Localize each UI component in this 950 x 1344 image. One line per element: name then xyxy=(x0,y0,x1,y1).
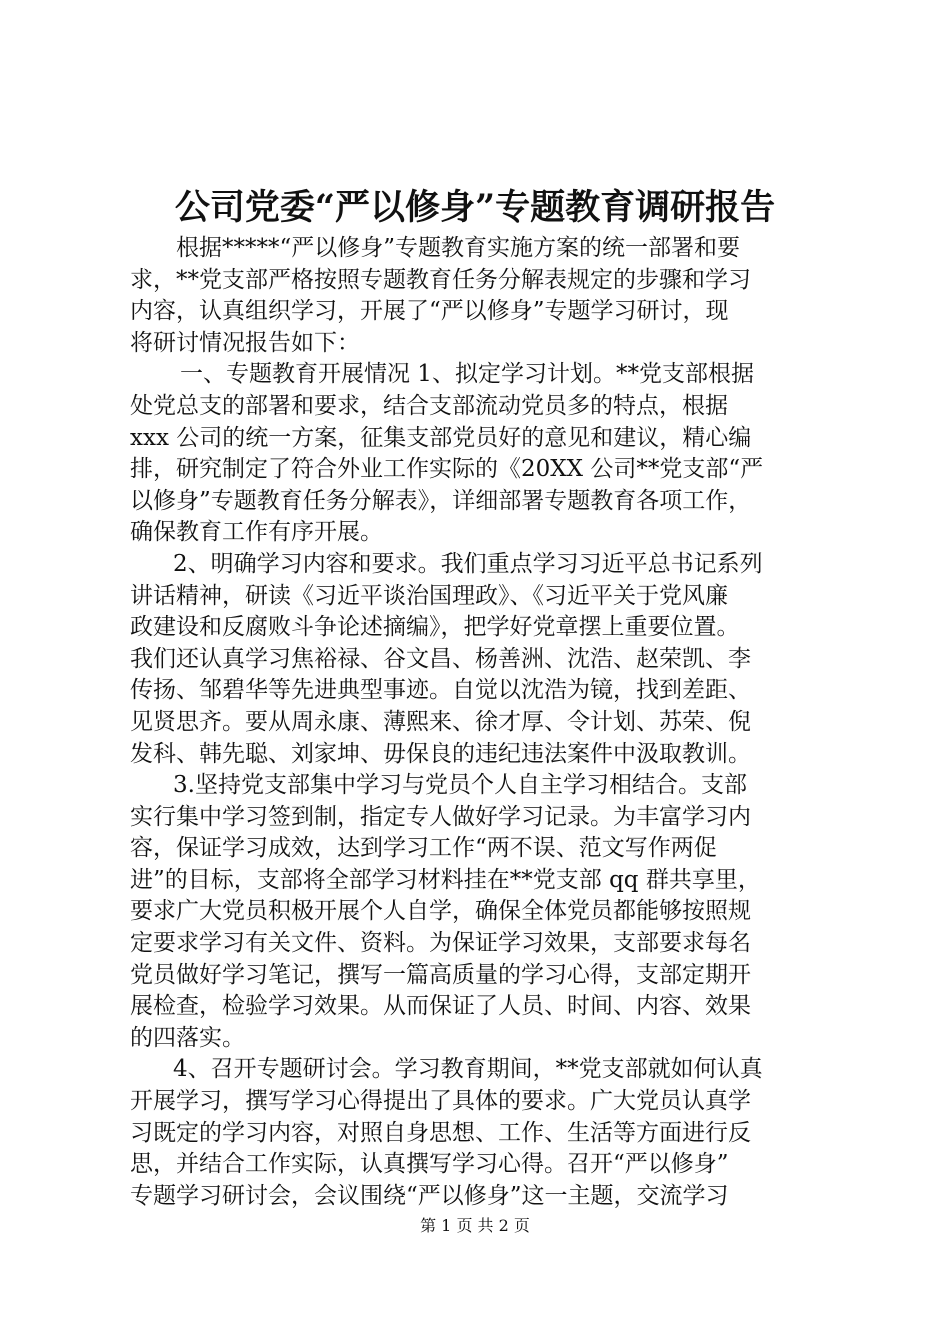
body-line: 党员做好学习笔记，撰写一篇高质量的学习心得，支部定期开 xyxy=(130,961,751,988)
body-line: 3.坚持党支部集中学习与党员个人自主学习相结合。支部 xyxy=(173,772,747,799)
body-line: 进”的目标，支部将全部学习材料挂在**党支部 qq 群共享里， xyxy=(130,866,761,893)
body-line: 2、明确学习内容和要求。我们重点学习习近平总书记系列 xyxy=(173,550,763,577)
body-line: 容，保证学习成效，达到学习工作“两不误、范文写作两促 xyxy=(130,835,717,862)
body-line: 要求广大党员积极开展个人自学，确保全体党员都能够按照规 xyxy=(130,898,751,925)
body-line: 排，研究制定了符合外业工作实际的《20XX 公司**党支部“严 xyxy=(130,456,764,483)
body-line: 见贤思齐。要从周永康、薄熙来、徐才厚、令计划、苏荣、倪 xyxy=(130,708,751,735)
body-line: 一、专题教育开展情况 1、拟定学习计划。**党支部根据 xyxy=(180,361,754,388)
body-line: 的四落实。 xyxy=(130,1024,245,1051)
document-title: 公司党委“严以修身”专题教育调研报告 xyxy=(174,187,776,228)
body-line: 我们还认真学习焦裕禄、谷文昌、杨善洲、沈浩、赵荣凯、李 xyxy=(130,645,751,672)
document-body xyxy=(130,233,838,1212)
page-number-footer: 第 1 页 共 2 页 xyxy=(420,1216,530,1235)
body-line: xxx 公司的统一方案，征集支部党员好的意见和建议，精心编 xyxy=(130,424,752,451)
body-line: 确保教育工作有序开展。 xyxy=(130,519,383,546)
body-line: 讲话精神，研读《习近平谈治国理政》、《习近平关于党风廉 xyxy=(130,582,728,609)
body-line: 开展学习，撰写学习心得提出了具体的要求。广大党员认真学 xyxy=(130,1088,751,1115)
body-line: 4、召开专题研讨会。学习教育期间，**党支部就如何认真 xyxy=(173,1056,763,1083)
body-line: 求，**党支部严格按照专题教育任务分解表规定的步骤和学习 xyxy=(130,266,751,293)
body-line: 习既定的学习内容，对照自身思想、工作、生活等方面进行反 xyxy=(130,1119,751,1146)
body-line: 传扬、邹碧华等先进典型事迹。自觉以沈浩为镜，找到差距、 xyxy=(130,677,751,704)
body-line: 展检查，检验学习效果。从而保证了人员、时间、内容、效果 xyxy=(130,993,751,1020)
body-line: 内容，认真组织学习，开展了“严以修身”专题学习研讨，现 xyxy=(130,298,729,325)
body-line: 以修身”专题教育任务分解表》，详细部署专题教育各项工作， xyxy=(130,487,752,514)
body-line: 思，并结合工作实际，认真撰写学习心得。召开“严以修身” xyxy=(130,1151,729,1178)
body-line: 处党总支的部署和要求，结合支部流动党员多的特点，根据 xyxy=(130,392,728,419)
body-line: 实行集中学习签到制，指定专人做好学习记录。为丰富学习内 xyxy=(130,803,751,830)
body-line: 定要求学习有关文件、资料。为保证学习效果，支部要求每名 xyxy=(130,930,751,957)
body-line: 政建设和反腐败斗争论述摘编》，把学好党章摆上重要位置。 xyxy=(130,614,740,641)
body-line: 根据*****“严以修身”专题教育实施方案的统一部署和要 xyxy=(176,235,741,261)
body-line: 发科、韩先聪、刘家坤、毋保良的违纪违法案件中汲取教训。 xyxy=(130,740,751,767)
body-line: 专题学习研讨会，会议围绕“严以修身”这一主题，交流学习 xyxy=(130,1182,729,1209)
body-line: 将研讨情况报告如下： xyxy=(130,329,360,356)
